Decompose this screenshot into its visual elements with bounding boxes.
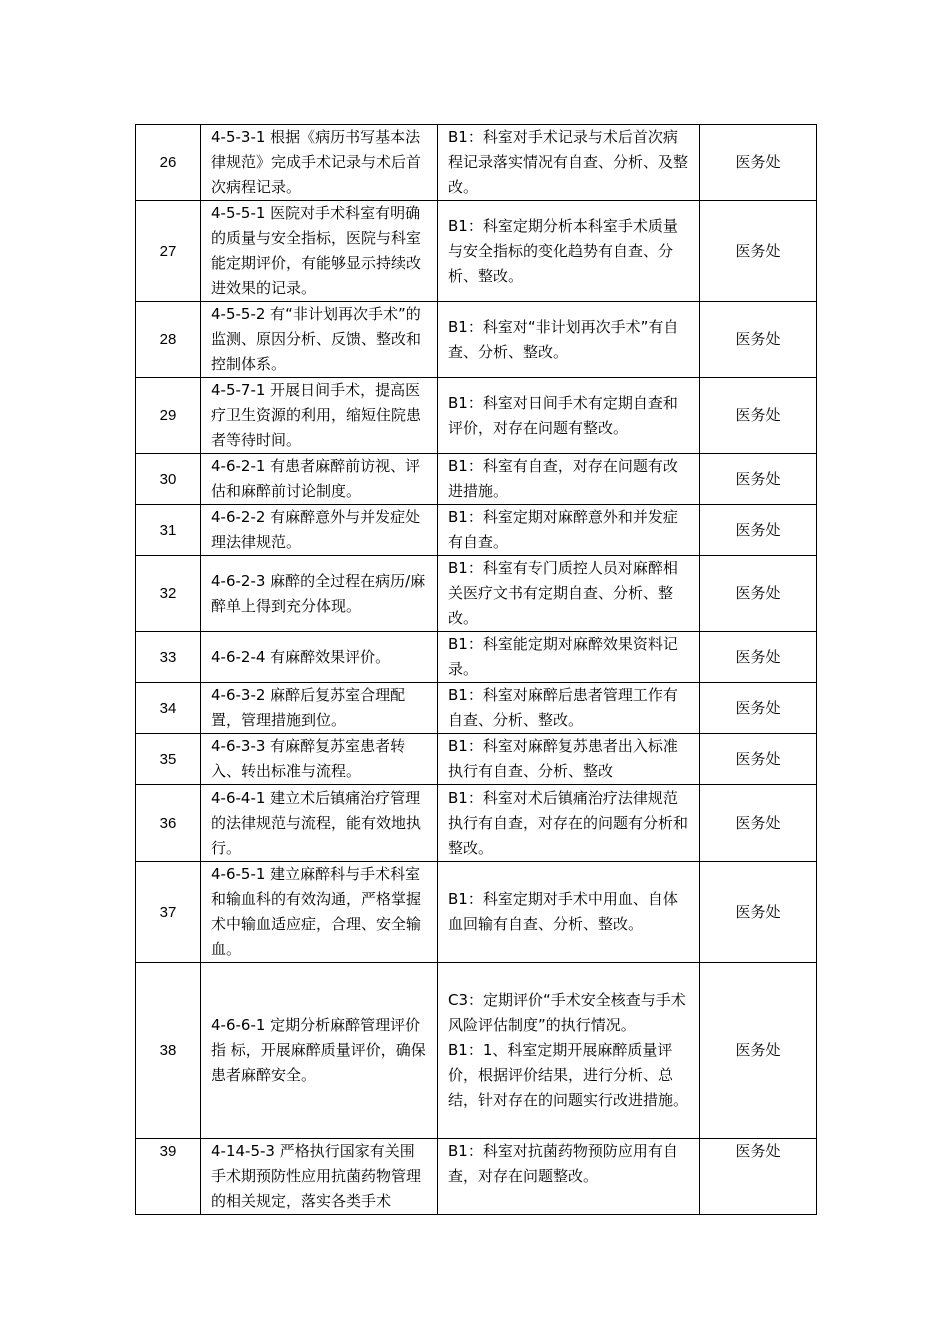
table-row — [136, 302, 817, 378]
department: 医务处 — [700, 302, 817, 378]
standard-text: B1：科室对术后镇痛治疗法律规范执行有自查，对存在的问题有分析和整改。 — [438, 785, 700, 862]
table-row — [136, 556, 817, 632]
standard-text: B1：科室定期对麻醉意外和并发症有自查。 — [438, 505, 700, 556]
standard-text: B1：科室定期对手术中用血、自体血回输有自查、分析、整改。 — [438, 862, 700, 963]
standards-table — [135, 124, 817, 1215]
table-row — [136, 785, 817, 862]
table-row — [136, 862, 817, 963]
department: 医务处 — [700, 556, 817, 632]
row-number: 27 — [136, 201, 201, 302]
department: 医务处 — [700, 125, 817, 201]
department: 医务处 — [700, 632, 817, 683]
table-row — [136, 632, 817, 683]
row-number: 38 — [136, 963, 201, 1139]
standard-text: B1：科室对“非计划再次手术”有自查、分析、整改。 — [438, 302, 700, 378]
table-row — [136, 1139, 817, 1215]
department: 医务处 — [700, 734, 817, 785]
row-number: 39 — [136, 1139, 201, 1215]
standard-text: B1：科室能定期对麻醉效果资料记录。 — [438, 632, 700, 683]
row-number: 29 — [136, 378, 201, 454]
standard-cell — [438, 963, 700, 1139]
table-row — [136, 734, 817, 785]
standard-text: B1：科室对手术记录与术后首次病程记录落实情况有自查、分析、及整改。 — [438, 125, 700, 201]
item-text: 4-6-3-2 麻醉后复苏室合理配置，管理措施到位。 — [201, 683, 438, 734]
standard-text: B1：科室对麻醉后患者管理工作有自查、分析、整改。 — [438, 683, 700, 734]
row-number: 36 — [136, 785, 201, 862]
row-number: 26 — [136, 125, 201, 201]
department: 医务处 — [700, 862, 817, 963]
item-text: 4-6-6-1 定期分析麻醉管理评价指 标，开展麻醉质量评价，确保患者麻醉安全。 — [201, 963, 438, 1139]
item-text: 4-6-5-1 建立麻醉科与手术科室和输血科的有效沟通，严格掌握术中输血适应症，合理、安全输血。 — [201, 862, 438, 963]
standard-text: B1：科室有专门质控人员对麻醉相关医疗文书有定期自查、分析、整改。 — [438, 556, 700, 632]
item-text: 4-6-2-4 有麻醉效果评价。 — [201, 632, 438, 683]
row-number: 33 — [136, 632, 201, 683]
table-row — [136, 201, 817, 302]
department: 医务处 — [700, 683, 817, 734]
row-number: 35 — [136, 734, 201, 785]
table-row — [136, 125, 817, 201]
standard-text: C3：定期评价“手术安全核查与手术风险评估制度”的执行情况。 — [448, 991, 686, 1034]
item-text: 4-6-2-2 有麻醉意外与并发症处理法律规范。 — [201, 505, 438, 556]
row-number: 37 — [136, 862, 201, 963]
standard-text: B1：科室对日间手术有定期自查和评价，对存在问题有整改。 — [438, 378, 700, 454]
item-text: 4-5-5-2 有“非计划再次手术”的监测、原因分析、反馈、整改和控制体系。 — [201, 302, 438, 378]
department: 医务处 — [700, 785, 817, 862]
standard-text: B1：科室有自查，对存在问题有改进措施。 — [438, 454, 700, 505]
item-text: 4-6-2-1 有患者麻醉前访视、评估和麻醉前讨论制度。 — [201, 454, 438, 505]
department: 医务处 — [700, 1139, 817, 1215]
row-number: 30 — [136, 454, 201, 505]
item-text: 4-6-4-1 建立术后镇痛治疗管理 的法律规范与流程，能有效地执行。 — [201, 785, 438, 862]
item-text: 4-5-5-1 医院对手术科室有明确的质量与安全指标，医院与科室能定期评价，有能够显示持续改进效果的记录。 — [201, 201, 438, 302]
table-row — [136, 505, 817, 556]
item-text: 4-6-3-3 有麻醉复苏室患者转入、转出标准与流程。 — [201, 734, 438, 785]
table-row — [136, 378, 817, 454]
item-text: 4-5-3-1 根据《病历书写基本法律规范》完成手术记录与术后首次病程记录。 — [201, 125, 438, 201]
department: 医务处 — [700, 378, 817, 454]
row-number: 32 — [136, 556, 201, 632]
row-number: 31 — [136, 505, 201, 556]
row-number: 34 — [136, 683, 201, 734]
item-text: 4-5-7-1 开展日间手术，提高医疗卫生资源的利用，缩短住院患者等待时间。 — [201, 378, 438, 454]
table-row — [136, 963, 817, 1139]
department: 医务处 — [700, 454, 817, 505]
item-text: 4-14-5-3 严格执行国家有关围手术期预防性应用抗菌药物管理的相关规定，落实各类手术 — [201, 1139, 438, 1215]
standard-text: B1：科室对麻醉复苏患者出入标准执行有自查、分析、整改 — [438, 734, 700, 785]
standard-text: B1：科室定期分析本科室手术质量与安全指标的变化趋势有自查、分析、整改。 — [438, 201, 700, 302]
table-row — [136, 683, 817, 734]
row-number: 28 — [136, 302, 201, 378]
standard-text: B1：科室对抗菌药物预防应用有自查，对存在问题整改。 — [438, 1139, 700, 1215]
department: 医务处 — [700, 963, 817, 1139]
department: 医务处 — [700, 505, 817, 556]
table-row — [136, 454, 817, 505]
item-text: 4-6-2-3 麻醉的全过程在病历/麻醉单上得到充分体现。 — [201, 556, 438, 632]
standard-text: B1：1、科室定期开展麻醉质量评价，根据评价结果，进行分析、总结，针对存在的问题实行改进措施。 — [448, 1041, 689, 1109]
department: 医务处 — [700, 201, 817, 302]
